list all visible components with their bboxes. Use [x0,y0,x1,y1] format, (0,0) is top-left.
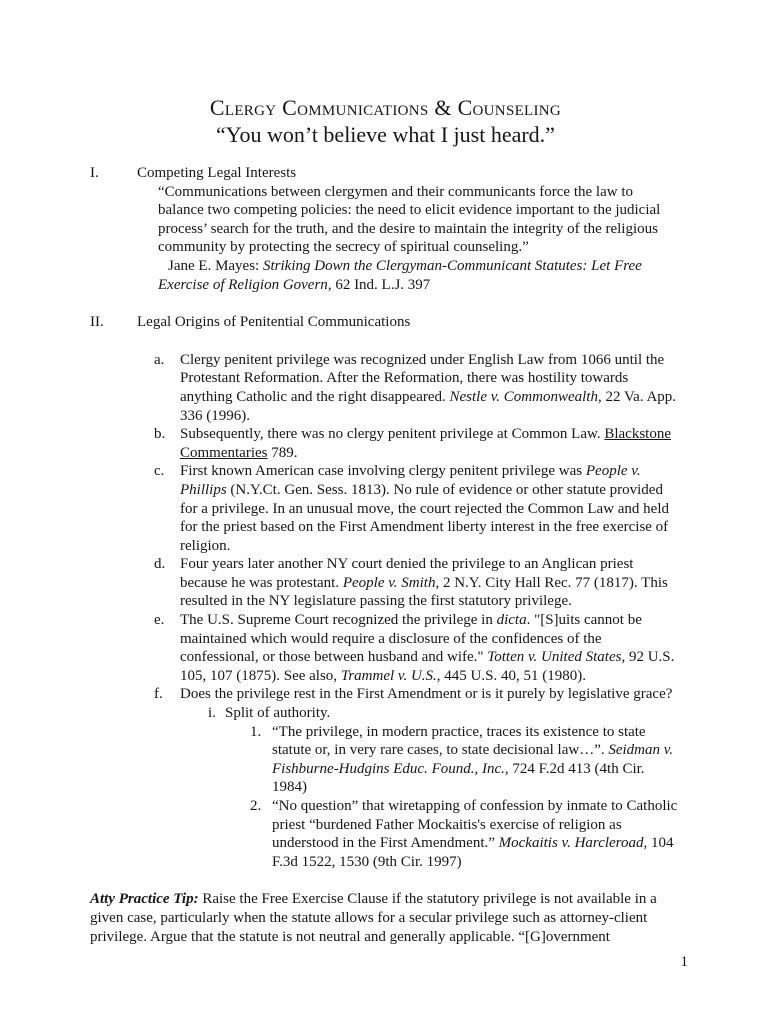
list-item [250,797,681,871]
list-item-marker: c. [154,463,165,480]
section-title: Competing Legal Interests [137,165,297,181]
list-item-marker: a. [154,351,165,368]
list-item [208,704,681,723]
list-item-marker: e. [154,612,165,629]
list-item [154,462,681,555]
list-item [154,425,681,462]
list-item [154,611,681,685]
list-item-text: Split of authority. [225,705,331,722]
list-item-marker: 1. [250,723,262,740]
list-item-text: Four years later another NY court denied the privilege to an Anglican priest because he was protestant. People v. Smith, 2 N.Y. City Hall Rec. 77 (1817). This resulted in the NY legislature passing the first statutory privilege. [180,556,668,610]
list-item-text: Clergy penitent privilege was recognized under English Law from 1066 until the Protestant Reformation. After the Reformation, there was hostility towards anything Catholic and the right disappeared. Nestle v. Commonwealth, 22 Va. App. 336 (1996). [180,351,677,424]
section-heading-2 [90,313,681,332]
list-item-text: “No question” that wiretapping of confession by inmate to Catholic priest “burdened Father Mockaitis's exercise of religion as understood in the First Amendment.” Mockaitis v. Harcleroad, 104 F.3d 1522, 1530 (9th Cir. 1997) [272,798,678,870]
section-title: Legal Origins of Penitential Communications [137,314,411,331]
outline-list [90,351,681,872]
section-numeral: II. [90,314,104,331]
list-item [154,351,681,425]
list-item [154,555,681,611]
list-item-text: Does the privilege rest in the First Amendment or is it purely by legislative grace? [180,686,673,703]
list-item [154,685,681,704]
section-numeral: I. [90,165,99,181]
practice-tip: Atty Practice Tip: Raise the Free Exercise Clause if the statutory privilege is not available in a given case, particularly when the statute allows for a secular privilege such as attorney-client privilege. Argue that the statute is not neutral and generally applicable. “[G]overnment [90,891,657,945]
section-heading-1 [90,164,681,183]
list-item-marker: d. [154,556,166,573]
list-item-text: First known American case involving clergy penitent privilege was People v. Phillips (N.Y.Ct. Gen. Sess. 1813). No rule of evidence or other statute provided for a privilege. In an unusual move, the court rejected the Common Law and held for the priest based on the First Amendment liberty interest in the free exercise of religion. [180,463,670,554]
list-item [250,723,681,797]
page-number: 1 [680,954,688,971]
page-title: Clergy Communications & Counseling [209,95,562,120]
quote-paragraph: “Communications between clergymen and their communicants force the law to balance two competing policies: the need to elicit evidence important to the judicial process’ search for the truth, and the desire to maintain the integrity of the religious community by protecting the secrecy of spiritual counseling.” [158,183,661,256]
list-item-text: “The privilege, in modern practice, traces its existence to state statute or, in very rare cases, to state decisional law…”. Seidman v. Fishburne-Hudgins Educ. Found., Inc., 724 F.2d 413 (4th Cir. 1984) [272,723,674,796]
list-item-text: Subsequently, there was no clergy penitent privilege at Common Law. Blackstone Commentaries 789. [180,426,671,461]
list-item-marker: i. [208,705,216,722]
list-item-marker: f. [154,686,163,703]
page-subtitle: “You won’t believe what I just heard.” [216,122,555,147]
list-item-marker: b. [154,426,166,443]
list-item-text: The U.S. Supreme Court recognized the privilege in dicta. "[S]uits cannot be maintained which would require a disclosure of the confidences of the confessional, or those between husband and wife." Totten v. United States, 92 U.S. 105, 107 (1875). See also, Trammel v. U.S., 445 U.S. 40, 51 (1980). [180,612,675,684]
list-item-marker: 2. [250,798,262,814]
citation-line: Jane E. Mayes: Striking Down the Clergyman-Communicant Statutes: Let Free Exercise of Religion Govern, 62 Ind. L.J. 397 [158,257,642,293]
